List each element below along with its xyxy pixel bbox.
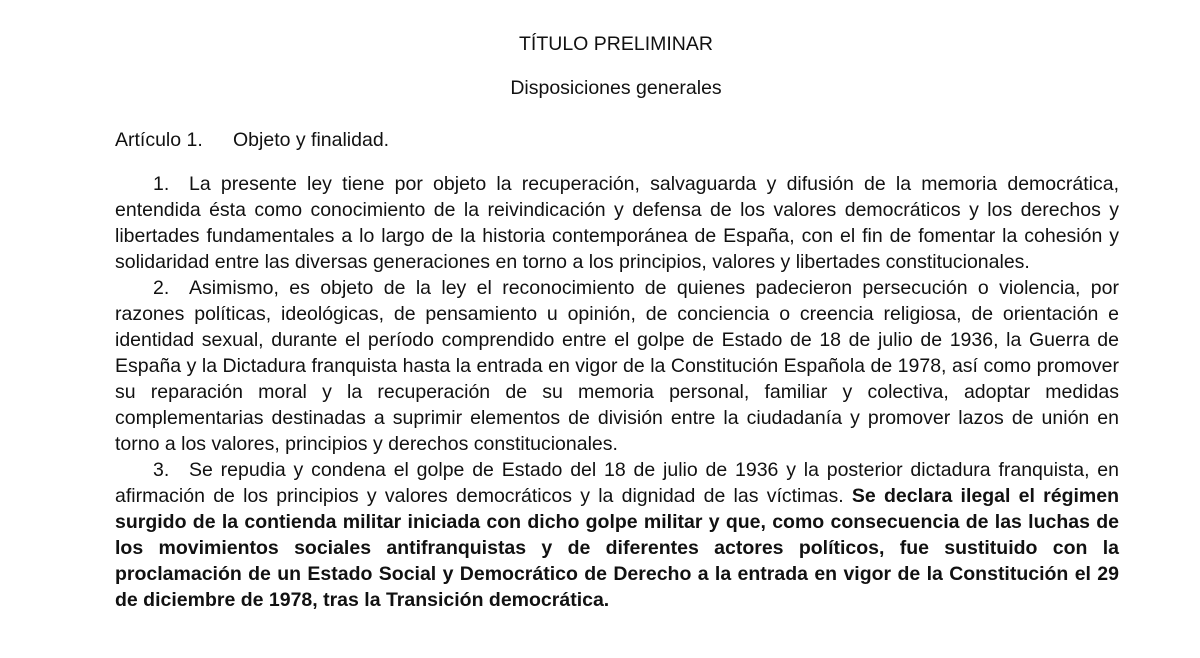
article-title: Objeto y finalidad. xyxy=(233,129,390,151)
paragraph-number: 3. xyxy=(153,459,170,481)
article-heading xyxy=(115,128,389,152)
article-number: Artículo 1. xyxy=(115,129,203,151)
paragraph-bold-text: Se declara ilegal el régimen surgido de la contienda militar iniciada con dicho golpe militar y que, como consecuencia de las luchas de los movimientos sociales antifranquistas y de diferentes actores políticos, fue sustituido con la proclamación de un Estado Social y Democrático de Derecho a la entrada en vigor de la Constitución el 29 de diciembre de 1978, tras la Transición democrática. xyxy=(115,485,1120,611)
subtitle-heading: Disposiciones generales xyxy=(510,77,722,99)
paragraph-text: Asimismo, es objeto de la ley el reconocimiento de quienes padecieron persecución o violencia, por razones políticas, ideológicas, de pensamiento u opinión, de conciencia o creencia religiosa, de orientación e identidad sexual, durante el período comprendido entre el golpe de Estado de 18 de julio de 1936, la Guerra de España y la Dictadura franquista hasta la entrada en vigor de la Constitución Española de 1978, así como promover su reparación moral y la recuperación de su memoria personal, familiar y colectiva, adoptar medidas complementarias destinadas a suprimir elementos de división entre la ciudadanía y promover lazos de unión en torno a los valores, principios y derechos constitucionales. xyxy=(115,277,1119,455)
paragraph-text: La presente ley tiene por objeto la recuperación, salvaguarda y difusión de la memoria democrática, entendida ésta como conocimiento de la reivindicación y defensa de los valores democráticos y los derechos y libertades fundamentales a lo largo de la historia contemporánea de España, con el fin de fomentar la cohesión y solidaridad entre las diversas generaciones en torno a los principios, valores y libertades constitucionales. xyxy=(115,173,1119,273)
paragraph-3 xyxy=(115,457,1119,613)
paragraph-1 xyxy=(115,171,1119,275)
paragraph-number: 1. xyxy=(153,173,170,195)
paragraph-text: Se repudia y condena el golpe de Estado del 18 de julio de 1936 y la posterior dictadura franquista, en afirmación de los principios y valores democráticos y la dignidad de las víctimas. xyxy=(115,459,1119,507)
paragraph-2 xyxy=(115,275,1119,457)
paragraph-number: 2. xyxy=(153,277,170,299)
article-body xyxy=(115,171,1119,613)
title-heading: TÍTULO PRELIMINAR xyxy=(519,33,713,55)
